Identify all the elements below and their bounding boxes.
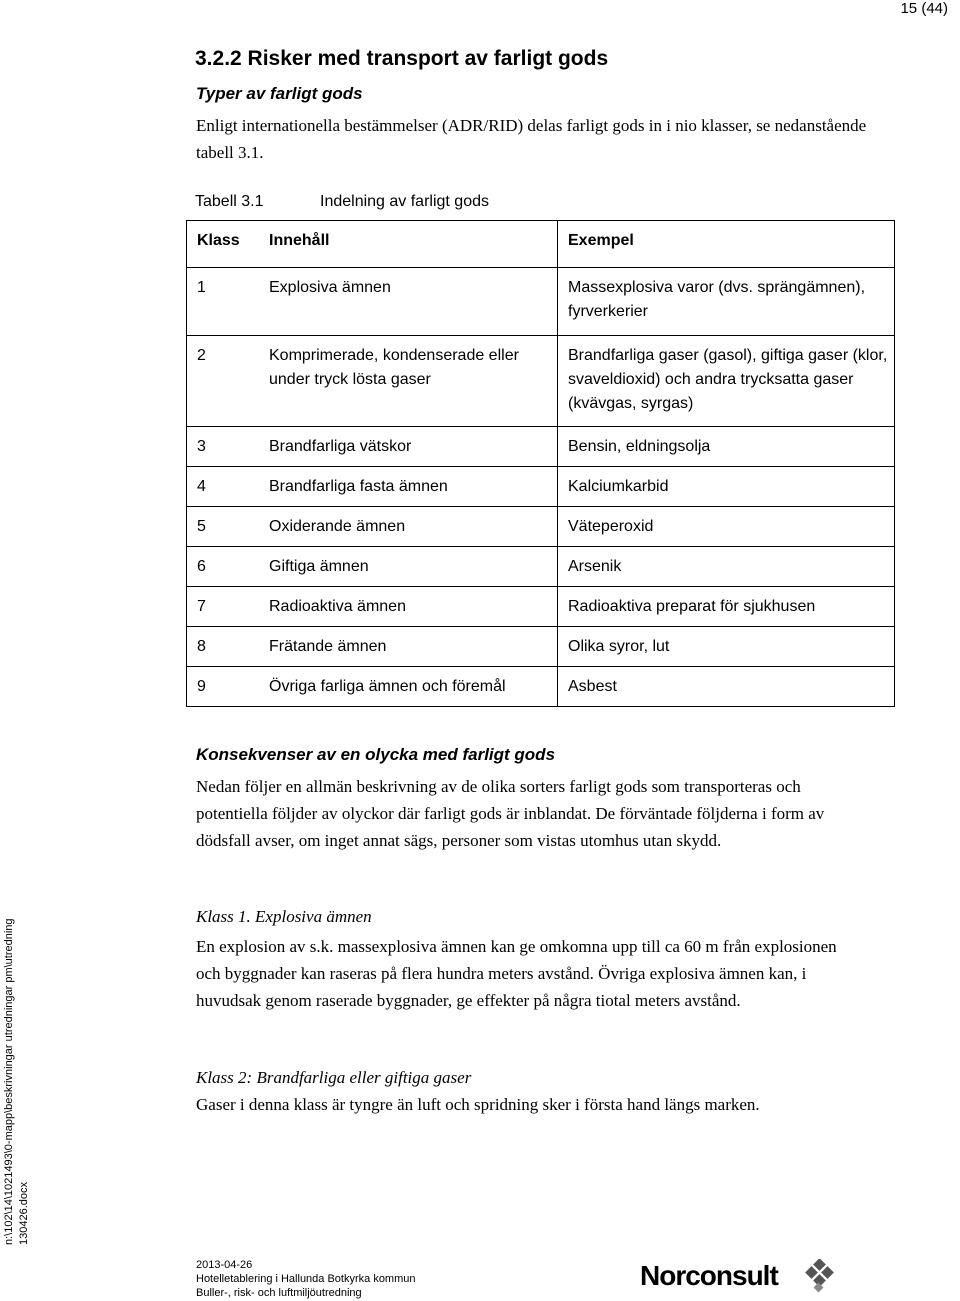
table-cell-example: [558, 268, 895, 336]
page-number: 15 (44): [900, 0, 948, 17]
footer: [196, 1258, 416, 1300]
table-cell-class: [187, 667, 558, 707]
cell-innehall: Brandfarliga fasta ämnen: [269, 478, 448, 495]
table-cell-class: [187, 268, 558, 336]
class2-title: Klass 2: Brandfarliga eller giftiga gaser: [196, 1068, 472, 1087]
cell-exempel: Radioaktiva preparat för sjukhusen: [568, 598, 816, 615]
table-cell-example: [558, 587, 895, 627]
consequences-subheading: Konsekvenser av en olycka med farligt gods: [196, 745, 556, 764]
table-cell-example: [558, 336, 895, 427]
header-exempel: Exempel: [558, 221, 895, 268]
table-cell-example: [558, 667, 895, 707]
types-subheading: Typer av farligt gods: [196, 84, 363, 103]
table-cell-example: [558, 547, 895, 587]
consequences-paragraph: Nedan följer en allmän beskrivning av de olika sorters farligt gods som transporteras och potentiella följder av olyckor där farligt gods är inblandat. De förväntade följderna i form av dödsfall avser, om inget annat sägs, personer som vistas utomhus utan skydd.: [196, 777, 825, 850]
header-klass: Klass: [197, 232, 240, 249]
cell-exempel: Väteperoxid: [568, 518, 654, 535]
header-innehall: Innehåll: [269, 232, 330, 249]
cell-exempel: Asbest: [568, 678, 617, 695]
table-cell-class: [187, 627, 558, 667]
section-heading: 3.2.2 Risker med transport av farligt gods: [195, 47, 609, 70]
table-cell-example: [558, 467, 895, 507]
cell-innehall: Explosiva ämnen: [269, 279, 391, 296]
table-cell-class: [187, 587, 558, 627]
table-row: [187, 667, 895, 707]
cell-innehall: Giftiga ämnen: [269, 558, 369, 575]
norconsult-diamond-icon: [802, 1259, 838, 1295]
document-path: [2, 915, 36, 1245]
cell-innehall: Radioaktiva ämnen: [269, 598, 406, 615]
document-path-line1: n:\102\14\1021493\0-mapp\beskrivningar utredningar pm\utredning: [3, 918, 15, 1245]
table-row: [187, 268, 895, 336]
table-cell-class: [187, 547, 558, 587]
cell-innehall: Oxiderande ämnen: [269, 518, 406, 535]
norconsult-logo-text: Norconsult: [640, 1260, 778, 1291]
cell-klass: 1: [197, 279, 206, 296]
cell-exempel: Massexplosiva varor (dvs. sprängämnen), fyrverkerier: [568, 279, 866, 320]
table-caption-label: Tabell 3.1: [195, 193, 264, 210]
table-row: [187, 507, 895, 547]
table-row: [187, 427, 895, 467]
table-row: [187, 547, 895, 587]
cell-exempel: Olika syror, lut: [568, 638, 670, 655]
intro-paragraph: Enligt internationella bestämmelser (ADR/RID) delas farligt gods in i nio klasser, se nedanstående tabell 3.1.: [196, 116, 867, 162]
table-row: [187, 336, 895, 427]
table-caption: [195, 193, 489, 211]
header-klass-innehall: [187, 221, 558, 268]
table-row: [187, 627, 895, 667]
cell-klass: 4: [197, 478, 206, 495]
cell-exempel: Bensin, eldningsolja: [568, 438, 711, 455]
footer-date: 2013-04-26: [196, 1259, 253, 1271]
cell-innehall: Övriga farliga ämnen och föremål: [269, 678, 506, 695]
table-caption-title: Indelning av farligt gods: [320, 193, 489, 210]
table-cell-class: [187, 507, 558, 547]
footer-project: Hotelletablering i Hallunda Botkyrka kommun: [196, 1273, 416, 1285]
cell-exempel: Kalciumkarbid: [568, 478, 669, 495]
document-path-line2: 130426.docx: [18, 1182, 30, 1245]
cell-innehall: Brandfarliga vätskor: [269, 438, 412, 455]
table-cell-class: [187, 467, 558, 507]
class1-paragraph: En explosion av s.k. massexplosiva ämnen kan ge omkomna upp till ca 60 m från explosionen och byggnader kan raseras på flera hundra meters avstånd. Övriga explosiva ämnen kan, i huvudsak genom raserade byggnader, ge effekter på några tiotal meters avstånd.: [196, 937, 837, 1010]
cell-klass: 7: [197, 598, 206, 615]
class2-paragraph: Gaser i denna klass är tyngre än luft och spridning sker i första hand längs marken.: [196, 1095, 760, 1114]
cell-innehall: Komprimerade, kondenserade eller under tryck lösta gaser: [269, 347, 519, 388]
cell-klass: 6: [197, 558, 206, 575]
class1-title: Klass 1. Explosiva ämnen: [196, 907, 372, 926]
table-row: [187, 587, 895, 627]
dangerous-goods-table: [186, 220, 895, 707]
table-cell-example: [558, 507, 895, 547]
cell-innehall: Frätande ämnen: [269, 638, 387, 655]
footer-report: Buller-, risk- och luftmiljöutredning: [196, 1287, 362, 1299]
table-row: [187, 467, 895, 507]
table-cell-class: [187, 336, 558, 427]
cell-klass: 9: [197, 678, 206, 695]
table-cell-example: [558, 427, 895, 467]
cell-exempel: Arsenik: [568, 558, 622, 575]
cell-klass: 2: [197, 347, 206, 364]
cell-exempel: Brandfarliga gaser (gasol), giftiga gaser (klor, svaveldioxid) och andra trycksatta gaser (kvävgas, syrgas): [568, 347, 888, 412]
table-cell-example: [558, 627, 895, 667]
table-cell-class: [187, 427, 558, 467]
cell-klass: 5: [197, 518, 206, 535]
cell-klass: 3: [197, 438, 206, 455]
table-header-row: [187, 221, 895, 268]
cell-klass: 8: [197, 638, 206, 655]
